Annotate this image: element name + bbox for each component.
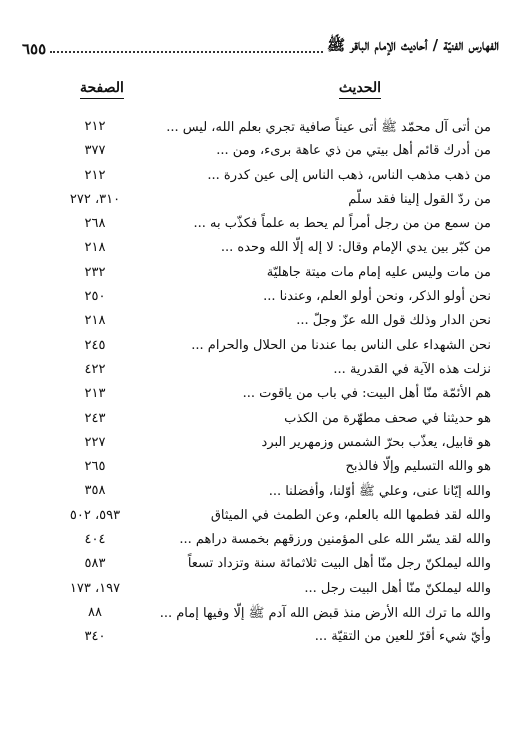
header-dot-leader	[50, 51, 323, 53]
index-row	[40, 483, 491, 507]
page-number: ٦٥٥	[22, 40, 47, 58]
index-row	[40, 459, 491, 483]
column-header-page: الصفحة	[80, 80, 124, 99]
hadith-text: من سمع من من رجل أمراً لم يحط به علماً فكذّب به ...	[193, 216, 491, 232]
page-reference: ٣١٠، ٢٧٢	[69, 191, 121, 207]
index-row	[40, 556, 491, 580]
index-row	[40, 581, 491, 605]
hadith-text: هو والله التسليم وإلّا فالذبح	[345, 459, 491, 475]
running-header	[22, 34, 499, 58]
index-row	[40, 605, 491, 629]
index-row	[40, 411, 491, 435]
page-reference: ٣٤٠	[84, 629, 106, 645]
page-reference: ٥٩٣، ٥٠٢	[69, 507, 121, 523]
column-header-hadith: الحديث	[339, 80, 381, 99]
hadith-text: نحن الشهداء على الناس بما عندنا من الحلال والحرام ...	[191, 337, 491, 353]
hadith-text: من ذهب مذهب الناس، ذهب الناس إلى عين كدرة ...	[207, 167, 491, 183]
page-reference: ٢١٨	[84, 313, 106, 329]
hadith-text: نزلت هذه الآية في القدرية ...	[333, 361, 491, 377]
hadith-text: نحن أولو الذكر، ونحن أولو العلم، وعندنا ...	[263, 289, 491, 305]
hadith-text: والله ليملكنّ رجل منّا أهل البيت ثلاثمائة سنة وتزداد تسعاً	[187, 556, 491, 572]
hadith-text: هم الأئمّة منّا أهل البيت: في باب من ياقوت ...	[242, 386, 491, 402]
page-reference: ٣٥٨	[84, 483, 106, 499]
page-reference: ٢١٢	[84, 119, 106, 134]
hadith-text: نحن الدار وذلك قول الله عزّ وجلّ ...	[296, 313, 491, 329]
page-reference: ٣٧٧	[84, 143, 106, 159]
hadith-text: والله إيّانا عنى، وعلي ﷺ أوّلنا، وأفضلنا ...	[268, 484, 491, 500]
page-reference: ٨٨	[88, 604, 102, 620]
index-row	[40, 508, 491, 532]
page-reference: ٢٣٢	[84, 264, 106, 280]
hadith-text: من ردّ القول إلينا فقد سلّم	[348, 191, 491, 207]
page-reference: ٢٤٣	[84, 410, 106, 426]
page-reference: ٢٦٥	[84, 459, 106, 475]
column-headers	[40, 80, 491, 104]
index-row	[40, 119, 491, 143]
index-row	[40, 240, 491, 264]
index-row	[40, 386, 491, 410]
page-reference: ٤٢٢	[84, 361, 106, 377]
index-row	[40, 629, 491, 653]
index-row	[40, 216, 491, 240]
index-row	[40, 143, 491, 167]
page-reference: ٢١٨	[84, 240, 106, 256]
page-reference: ٢٤٥	[84, 337, 106, 353]
page-reference: ٢٦٨	[84, 216, 106, 232]
hadith-text: من أدرك قائم أهل بيتي من ذي عاهة برىء، ومن ...	[216, 143, 491, 159]
hadith-text: والله لقد فطمها الله بالعلم، وعن الطمث في الميثاق	[210, 507, 491, 523]
index-row	[40, 289, 491, 313]
index-row	[40, 338, 491, 362]
page-reference: ٢١٢	[84, 167, 106, 183]
page-reference: ٢١٣	[84, 386, 106, 402]
index-row	[40, 532, 491, 556]
page-reference: ٢٥٠	[84, 289, 106, 305]
hadith-text: والله ليملكنّ منّا أهل البيت رجل ...	[304, 580, 491, 596]
hadith-text: هو قابيل، يعذّب بحرّ الشمس وزمهرير البرد	[261, 434, 491, 450]
hadith-text: والله لقد يسّر الله على المؤمنين ورزقهم بخمسة دراهم ...	[179, 532, 491, 548]
hadith-text: وأيّ شيء أقرّ للعين من التقيّة ...	[314, 629, 491, 645]
page-reference: ٥٨٣	[84, 556, 106, 572]
page-reference: ١٩٧، ١٧٣	[69, 580, 121, 596]
hadith-text: من أتى آل محمّد ﷺ أتى عيناً صافية تجري بعلم الله، ليس ...	[166, 120, 491, 135]
page-reference: ٢٢٧	[84, 434, 106, 450]
index-row	[40, 265, 491, 289]
index-list	[40, 119, 491, 654]
header-title: الفهارس الفنيّة / أحاديث الإمام الباقر ﷺ	[326, 36, 499, 54]
hadith-text: من مات وليس عليه إمام مات ميتة جاهليّة	[266, 264, 491, 280]
index-row	[40, 192, 491, 216]
hadith-text: من كبّر بين يدي الإمام وقال: لا إله إلّا الله وحده ...	[220, 240, 491, 256]
hadith-text: هو حديثنا في صحف مطهّرة من الكذب	[284, 410, 491, 426]
index-row	[40, 168, 491, 192]
index-row	[40, 362, 491, 386]
index-row	[40, 313, 491, 337]
page-reference: ٤٠٤	[84, 532, 106, 548]
hadith-text: والله ما ترك الله الأرض منذ قبض الله آدم ﷺ إلّا وفيها إمام ...	[159, 605, 491, 621]
index-row	[40, 435, 491, 459]
